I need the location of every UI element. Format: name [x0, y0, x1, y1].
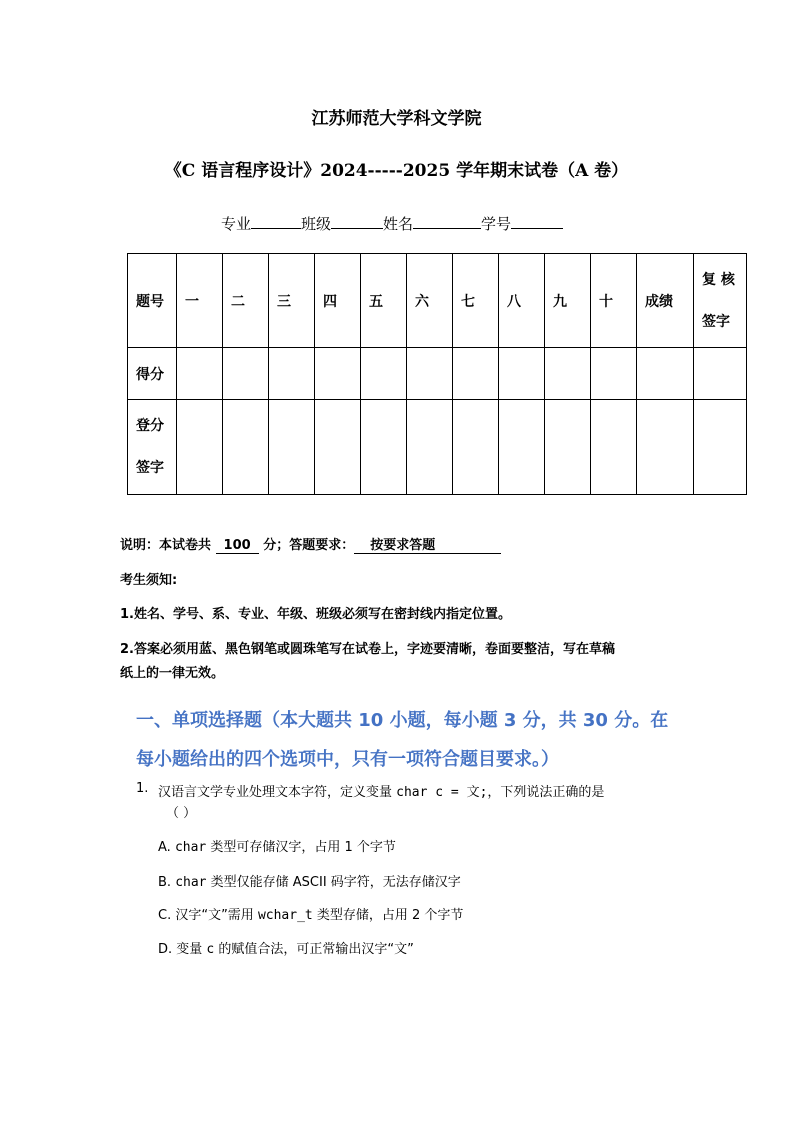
table-row-scores	[128, 348, 747, 400]
col-2: 二	[223, 254, 269, 348]
section-heading-line-2: 每小题给出的四个选项中，只有一项符合题目要求。）	[136, 749, 559, 770]
score-cell[interactable]	[499, 348, 545, 400]
total-score: 100	[216, 538, 259, 554]
sign-cell[interactable]	[545, 400, 591, 495]
row-label-score: 得分	[128, 348, 177, 400]
notice-title: 考生须知:	[120, 573, 178, 588]
school-name: 江苏师范大学科文学院	[311, 109, 482, 129]
answer-requirement: 按要求答题	[354, 534, 501, 554]
student-info-line	[221, 212, 563, 234]
row-label-sign: 登分 签字	[128, 400, 177, 495]
major-blank[interactable]	[251, 212, 301, 229]
table-row-question-numbers	[128, 254, 747, 348]
question-stem: 汉语言文学专业处理文本字符，定义变量 char c = 文;，下列说法正确的是	[158, 785, 605, 800]
col-4: 四	[315, 254, 361, 348]
code-snippet: char c = 文;	[396, 785, 488, 800]
sign-cell[interactable]	[269, 400, 315, 495]
score-cell[interactable]	[361, 348, 407, 400]
class-blank[interactable]	[331, 212, 383, 229]
option-a[interactable]: A. char 类型可存储汉字，占用 1 个字节	[158, 840, 396, 855]
major-label: 专业	[221, 215, 252, 233]
sign-cell[interactable]	[361, 400, 407, 495]
score-cell[interactable]	[223, 348, 269, 400]
option-b[interactable]: B. char 类型仅能存储 ASCII 码字符，无法存储汉字	[158, 875, 461, 890]
option-c[interactable]: C. 汉字“文”需用 wchar_t 类型存储，占用 2 个字节	[158, 908, 464, 923]
col-6: 六	[407, 254, 453, 348]
score-cell[interactable]	[591, 348, 637, 400]
score-cell[interactable]	[269, 348, 315, 400]
score-table	[127, 253, 747, 495]
option-d[interactable]: D. 变量 c 的赋值合法，可正常输出汉字“文”	[158, 942, 414, 957]
score-cell[interactable]	[694, 348, 747, 400]
sign-cell[interactable]	[637, 400, 694, 495]
sign-cell[interactable]	[177, 400, 223, 495]
col-review-sign: 复 核 签字	[694, 254, 747, 348]
rule-2-line-1: 2.答案必须用蓝、黑色钢笔或圆珠笔写在试卷上，字迹要清晰，卷面要整洁，写在草稿	[120, 642, 615, 657]
table-row-signatures	[128, 400, 747, 495]
col-total: 成绩	[637, 254, 694, 348]
score-cell[interactable]	[637, 348, 694, 400]
col-8: 八	[499, 254, 545, 348]
answer-parentheses: （ ）	[166, 806, 197, 821]
rule-2-line-2: 纸上的一律无效。	[120, 666, 225, 681]
sign-cell[interactable]	[591, 400, 637, 495]
score-cell[interactable]	[545, 348, 591, 400]
col-1: 一	[177, 254, 223, 348]
col-3: 三	[269, 254, 315, 348]
score-cell[interactable]	[177, 348, 223, 400]
question-number: 1.	[136, 781, 149, 796]
class-label: 班级	[301, 215, 332, 233]
exam-title: 《C 语言程序设计》2024-----2025 学年期末试卷（A 卷）	[164, 161, 629, 181]
col-9: 九	[545, 254, 591, 348]
student-id-label: 学号	[481, 215, 512, 233]
col-10: 十	[591, 254, 637, 348]
sign-cell[interactable]	[223, 400, 269, 495]
col-7: 七	[453, 254, 499, 348]
name-blank[interactable]	[413, 212, 481, 229]
section-heading-line-1: 一、单项选择题（本大题共 10 小题，每小题 3 分，共 30 分。在	[136, 710, 669, 731]
row-label-question-number: 题号	[128, 254, 177, 348]
sign-cell[interactable]	[407, 400, 453, 495]
sign-cell[interactable]	[453, 400, 499, 495]
score-cell[interactable]	[407, 348, 453, 400]
rule-1: 1.姓名、学号、系、专业、年级、班级必须写在密封线内指定位置。	[120, 607, 511, 622]
student-id-blank[interactable]	[511, 212, 563, 229]
score-cell[interactable]	[315, 348, 361, 400]
sign-cell[interactable]	[694, 400, 747, 495]
sign-cell[interactable]	[315, 400, 361, 495]
score-cell[interactable]	[453, 348, 499, 400]
sign-cell[interactable]	[499, 400, 545, 495]
col-5: 五	[361, 254, 407, 348]
exam-description: 说明：本试卷共 100 分；答题要求： 按要求答题	[120, 534, 501, 554]
name-label: 姓名	[383, 215, 414, 233]
